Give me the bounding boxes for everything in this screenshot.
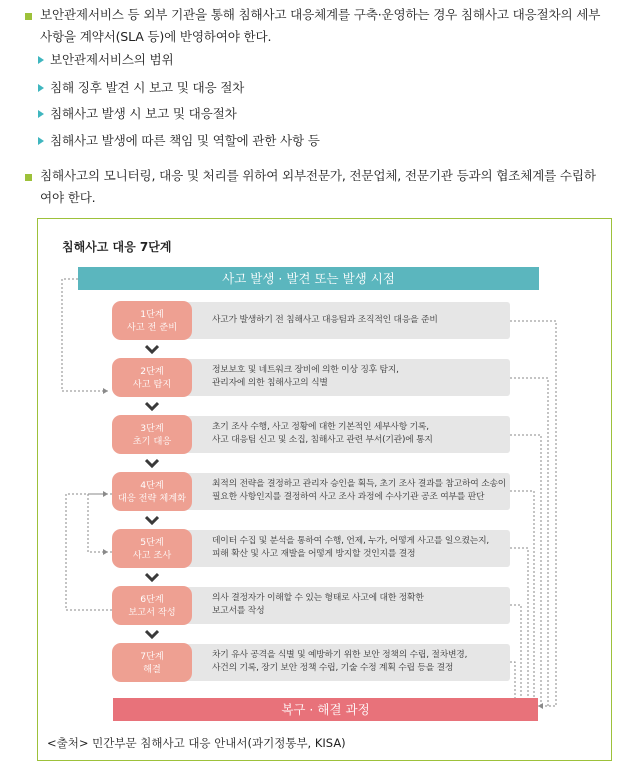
connector-step4-to-footer [510, 491, 534, 706]
step-description-line: 사고가 발생하기 전 침해사고 대응팀과 조직적인 대응을 준비 [212, 315, 438, 325]
connector-step4-to-step5 [88, 494, 112, 552]
sub-item: 침해사고 발생 시 보고 및 대응절차 [50, 106, 237, 121]
connector-arrowhead [103, 491, 108, 497]
step-stage: 1단계 [140, 308, 164, 320]
step-description-line: 정보보호 및 네트워크 장비에 의한 이상 징후 탐지, [212, 365, 399, 375]
step-name: 사고 조사 [132, 549, 172, 561]
connector-arrowhead [103, 549, 108, 555]
step-box [112, 586, 192, 625]
connector-arrowhead [103, 388, 108, 394]
sub-item: 침해 징후 발견 시 보고 및 대응 절차 [50, 80, 245, 95]
step-description [212, 592, 512, 618]
paragraph-sla: 보안관제서비스 등 외부 기관을 통해 침해사고 대응체계를 구축·운영하는 경우 침해사고 대응절차의 세부사항을 계약서(SLA 등)에 반영하여야 한다. [40, 7, 601, 44]
step-description-line: 초기 조사 수행, 사고 정황에 대한 기본적인 세부사항 기록, [212, 422, 429, 432]
chevron-down-icon [145, 572, 159, 584]
paragraph-cooperation: 침해사고의 모니터링, 대응 및 처리를 위하여 외부전문가, 전문업체, 전문기관 등과의 협조체계를 수립하여야 한다. [40, 168, 596, 205]
chevron-down-icon [145, 629, 159, 641]
diagram-footer-bar: 복구 · 해결 과정 [113, 698, 538, 721]
step-name: 보고서 작성 [128, 606, 176, 618]
chevron-down-icon [145, 515, 159, 527]
step-name: 사고 탐지 [132, 378, 172, 390]
step-name: 사고 전 준비 [126, 321, 178, 333]
source-citation: <출처> 민간부문 침해사고 대응 안내서(과기정통부, KISA) [47, 736, 346, 750]
step-name: 초기 대응 [132, 435, 172, 447]
step-stage: 2단계 [140, 365, 164, 377]
connector-step5-to-footer [510, 548, 528, 706]
step-description [212, 421, 512, 447]
sub-item: 보안관제서비스의 범위 [50, 52, 174, 67]
step-description [212, 314, 512, 327]
step-description-line: 피해 확산 및 사고 재발을 어떻게 방지할 것인지를 결정 [212, 549, 416, 559]
step-description-line: 최적의 전략을 결정하고 관리자 승인을 획득, 초기 조사 결과를 참고하여 소송이 [212, 479, 507, 489]
chevron-down-icon [145, 344, 159, 356]
step-description-line: 의사 결정자가 이해할 수 있는 형태로 사고에 대한 정확한 [212, 593, 424, 603]
chevron-down-icon [145, 458, 159, 470]
chevron-down-icon [145, 401, 159, 413]
step-stage: 3단계 [140, 422, 164, 434]
step-description-line: 필요한 사항인지를 결정하여 사고 조사 과정에 수사기관 공조 여부를 판단 [212, 492, 485, 502]
step-description [212, 649, 512, 675]
step-description [212, 535, 512, 561]
connector-header-to-step2 [62, 279, 108, 391]
step-stage: 4단계 [140, 479, 164, 491]
step-box [112, 643, 192, 682]
step-description [212, 478, 512, 504]
connector-arrowhead [538, 703, 543, 709]
connector-step1-to-footer [510, 321, 556, 706]
step-description-line: 사고 대응팀 신고 및 소집, 침해사고 관련 부서(기관)에 통지 [212, 435, 433, 445]
step-stage: 7단계 [140, 650, 164, 662]
step-name: 해결 [143, 663, 161, 675]
step-description-line: 보고서를 작성 [212, 606, 265, 616]
step-description-line: 데이터 수집 및 분석을 통하여 수행, 언제, 누가, 어떻게 사고를 일으켰는지, [212, 536, 489, 546]
connector-step2-to-footer [510, 378, 548, 706]
step-description-line: 차기 유사 공격을 식별 및 예방하기 위한 보안 정책의 수립, 절차변경, [212, 650, 468, 660]
step-stage: 5단계 [140, 536, 164, 548]
step-name: 대응 전략 체계화 [118, 492, 186, 504]
diagram-title: 침해사고 대응 7단계 [62, 240, 172, 254]
step-box [112, 358, 192, 397]
step-box [112, 415, 192, 454]
step-description [212, 364, 512, 390]
step-stage: 6단계 [140, 593, 164, 605]
step-box [112, 472, 192, 511]
step-description-line: 관리자에 의한 침해사고의 식별 [212, 378, 328, 388]
step-box [112, 301, 192, 340]
step-box [112, 529, 192, 568]
diagram-header-bar: 사고 발생 · 발견 또는 발생 시점 [78, 267, 539, 290]
sub-item: 침해사고 발생에 따른 책임 및 역할에 관한 사항 등 [50, 133, 320, 148]
step-description-line: 사건의 기록, 장기 보안 정책 수립, 기술 수정 계획 수립 등을 결정 [212, 663, 454, 673]
